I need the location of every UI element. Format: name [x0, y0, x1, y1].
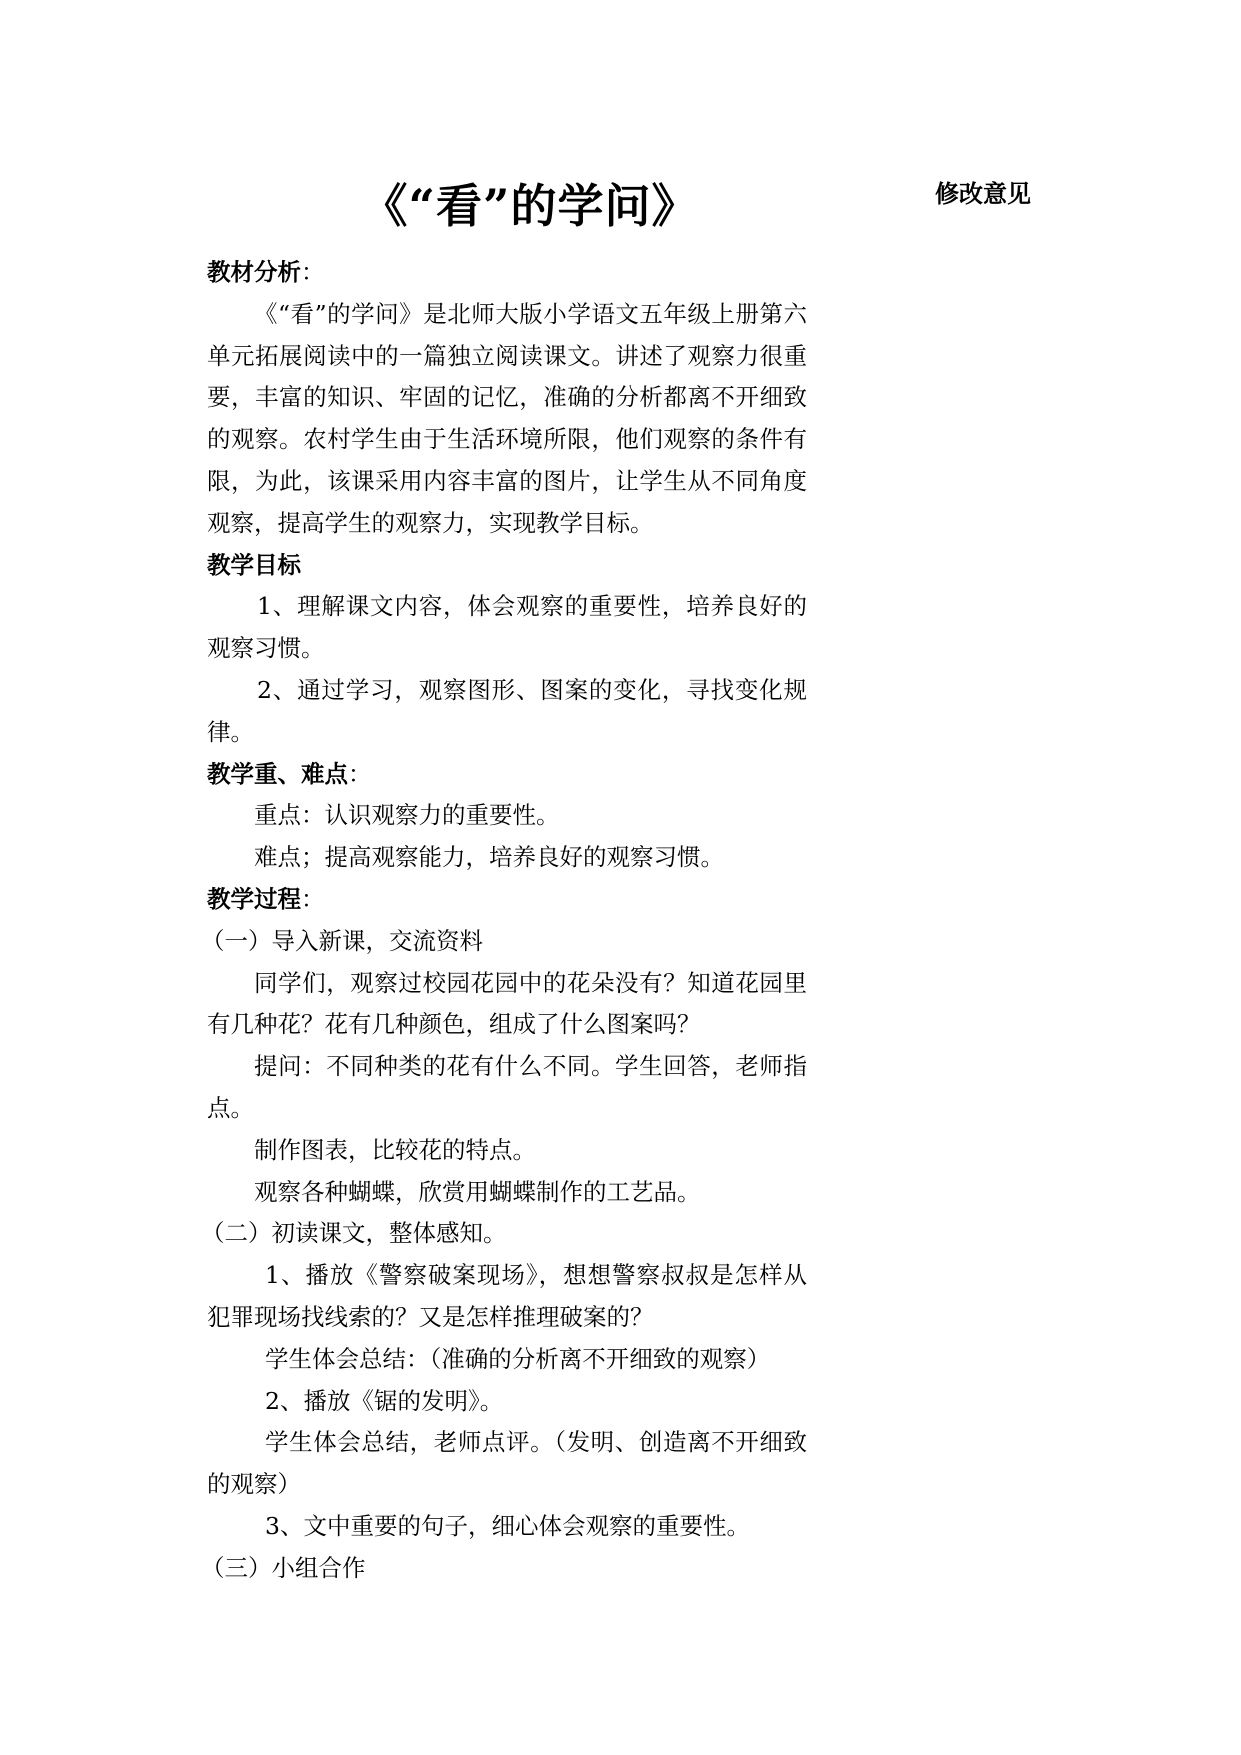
- key-point: 重点：认识观察力的重要性。: [254, 801, 560, 830]
- goal-item: 1、理解课文内容，体会观察的重要性，培养良好的观察习惯。: [207, 592, 807, 663]
- process-part-title: （一）导入新课，交流资料: [201, 926, 483, 955]
- process-line: 提问：不同种类的花有什么不同。学生回答，老师指点。: [207, 1052, 807, 1122]
- analysis-paragraph: 《“看”的学问》是北师大版小学语文五年级上册第六单元拓展阅读中的一篇独立阅读课文。讲述了观察力很重要，丰富的知识、牢固的记忆，准确的分析都离不开细致的观察。农村学生由于生活环境所限，他们观察的条件有限，为此，该课采用内容丰富的图片，让学生从不同角度观察，提高学生的观察力，实现教学目标。: [207, 299, 807, 537]
- process-line: 2、播放《锯的发明》。: [265, 1386, 504, 1415]
- section-heading-key-points: 教学重、难点：: [207, 759, 372, 788]
- process-line: 制作图表，比较花的特点。: [254, 1135, 536, 1164]
- goal-item: 2、通过学习，观察图形、图案的变化，寻找变化规律。: [207, 675, 807, 746]
- section-heading-analysis: 教材分析：: [207, 258, 325, 286]
- section-heading-process: 教学过程：: [207, 884, 325, 913]
- process-line: 观察各种蝴蝶，欣赏用蝴蝶制作的工艺品。: [254, 1177, 701, 1206]
- revision-notes-label: 修改意见: [935, 179, 1031, 208]
- document-body: [201, 252, 807, 1590]
- section-heading-goals: 教学目标: [207, 550, 301, 579]
- process-line: 学生体会总结：（准确的分析离不开细致的观察）: [265, 1344, 771, 1373]
- process-part-title: （三）小组合作: [201, 1553, 366, 1582]
- process-line: 1、播放《警察破案现场》，想想警察叔叔是怎样从犯罪现场找线索的？又是怎样推理破案的？: [207, 1261, 807, 1331]
- process-line: 3、文中重要的句子，细心体会观察的重要性。: [265, 1511, 750, 1540]
- process-line: 学生体会总结，老师点评。（发明、创造离不开细致的观察）: [207, 1428, 807, 1499]
- process-part-title: （二）初读课文，整体感知。: [201, 1219, 507, 1248]
- page-title: 《“看”的学问》: [361, 179, 699, 233]
- process-line: 同学们，观察过校园花园中的花朵没有？知道花园里有几种花？花有几种颜色，组成了什么图案吗？: [207, 968, 807, 1039]
- difficulty-point: 难点；提高观察能力，培养良好的观察习惯。: [254, 843, 724, 872]
